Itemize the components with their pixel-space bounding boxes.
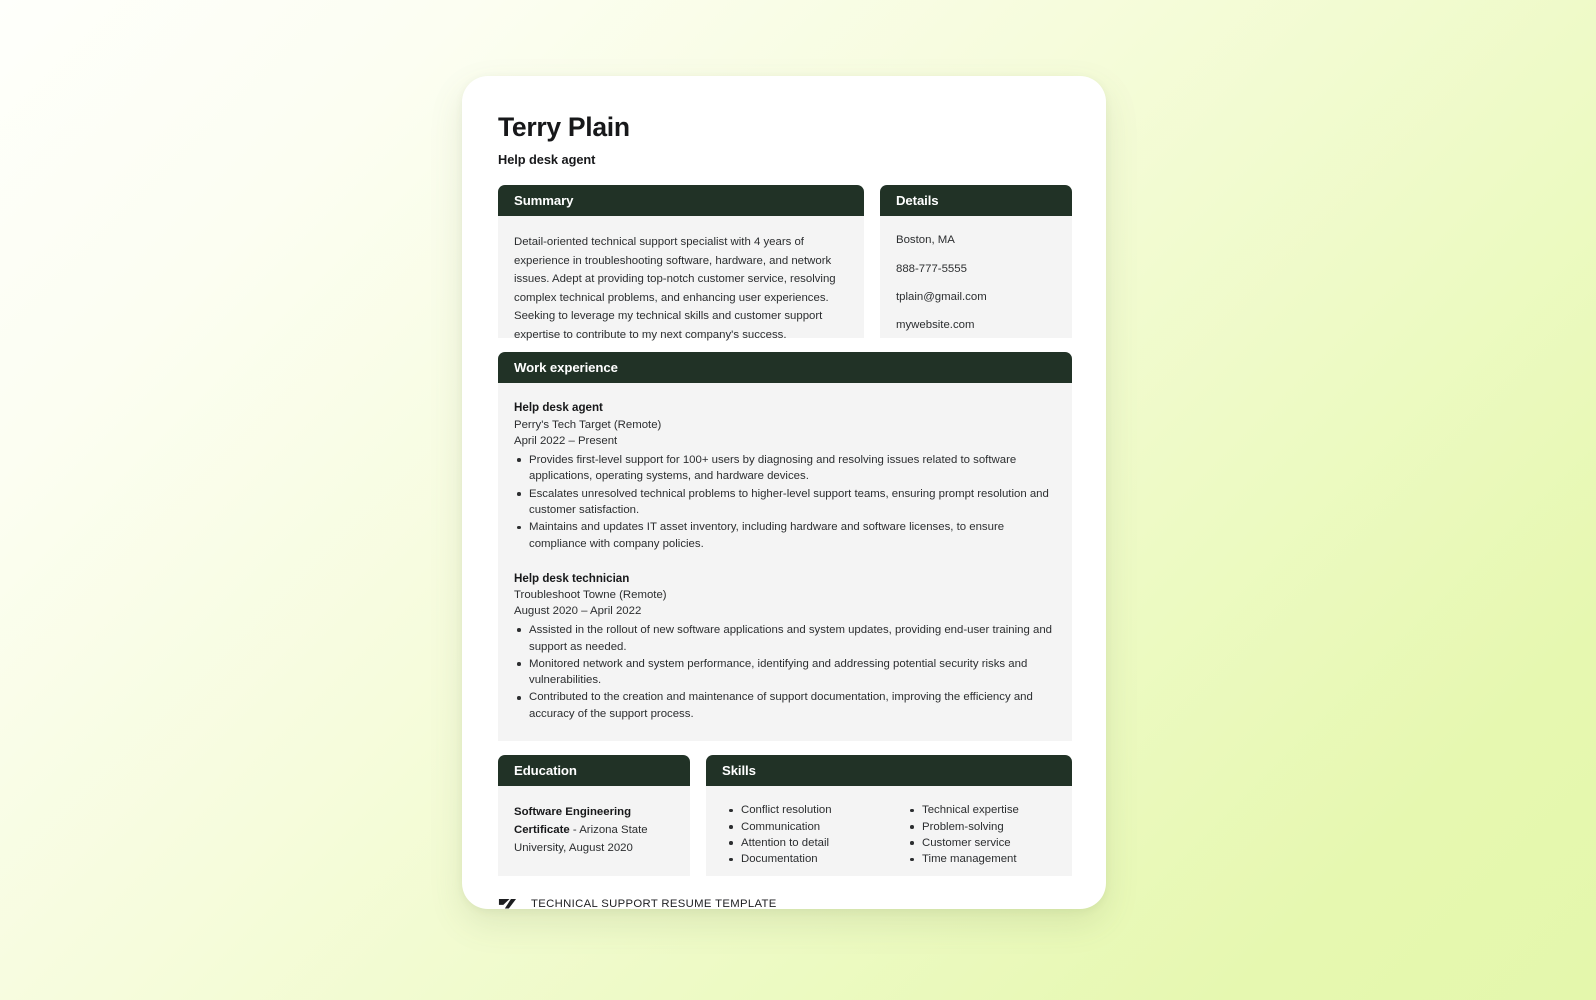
education-panel [498, 755, 690, 876]
work-experience-panel-title: Work experience [514, 360, 618, 376]
skills-panel [706, 755, 1072, 876]
job-bullet: Provides first-level support for 100+ users by diagnosing and resolving issues related to software applications, operating systems, and hardware devices. [514, 452, 1056, 485]
details-location: Boston, MA [896, 234, 955, 247]
job-bullet-list [514, 622, 1056, 723]
skills-panel-title: Skills [722, 763, 756, 779]
job-bullet-list [514, 452, 1056, 553]
details-panel-title: Details [896, 193, 939, 209]
skill-item: Documentation [728, 852, 875, 867]
job-bullet: Assisted in the rollout of new software applications and system updates, providing end-user training and support as needed. [514, 622, 1056, 655]
education-panel-header [498, 755, 690, 786]
skill-item: Attention to detail [728, 836, 875, 851]
education-panel-title: Education [514, 763, 577, 779]
details-panel [880, 185, 1072, 338]
details-email: tplain@gmail.com [896, 291, 987, 304]
education-panel-body [498, 786, 690, 876]
education-institution: - Arizona State University, August 2020 [514, 824, 648, 855]
skills-panel-body [706, 786, 1072, 876]
details-phone: 888-777-5555 [896, 262, 967, 275]
work-experience-panel-body [498, 383, 1072, 741]
zety-logo-icon [498, 894, 517, 913]
summary-text: Detail-oriented technical support specialist with 4 years of experience in troubleshooting software, hardware, and network issues. Adept at providing top-notch customer service, resolving complex technical problems, and enhancing user experiences. Seeking to leverage my technical skills and customer support expertise to contribute to my next company's success. [514, 236, 836, 341]
job-title: Help desk agent [514, 401, 603, 415]
skill-item: Time management [909, 852, 1056, 867]
job-company: Perry's Tech Target (Remote) [514, 418, 662, 431]
details-panel-header [880, 185, 1072, 216]
work-experience-panel-header [498, 352, 1072, 383]
job-title: Help desk technician [514, 571, 630, 585]
resume-footer [498, 894, 1072, 913]
work-experience-panel [498, 352, 1072, 741]
job-bullet: Monitored network and system performance, identifying and addressing potential security risks and vulnerabilities. [514, 656, 1056, 689]
details-panel-body [880, 216, 1072, 338]
job-bullet: Maintains and updates IT asset inventory, including hardware and software licenses, to ensure compliance with company policies. [514, 519, 1056, 552]
skills-column-left [728, 803, 875, 866]
summary-details-row [498, 185, 1072, 341]
skills-panel-header [706, 755, 1072, 786]
summary-panel-body [498, 216, 864, 341]
job-dates: April 2022 – Present [514, 435, 618, 448]
resume-card [462, 76, 1106, 909]
job-bullet: Contributed to the creation and maintenance of support documentation, improving the efficiency and accuracy of the support process. [514, 689, 1056, 722]
education-entry [514, 803, 674, 857]
education-degree: Software Engineering Certificate [514, 806, 632, 837]
summary-panel-header [498, 185, 864, 216]
person-name: Terry Plain [498, 112, 630, 142]
job-company: Troubleshoot Towne (Remote) [514, 589, 667, 602]
job-entry [514, 571, 1056, 723]
summary-panel-title: Summary [514, 193, 574, 209]
details-website: mywebsite.com [896, 319, 975, 332]
education-skills-row [498, 755, 1072, 876]
skill-item: Technical expertise [909, 803, 1056, 818]
job-entry [514, 400, 1056, 552]
job-bullet: Escalates unresolved technical problems to higher-level support teams, ensuring prompt resolution and customer satisfaction. [514, 486, 1056, 519]
skills-column-right [909, 803, 1056, 866]
skill-item: Customer service [909, 836, 1056, 851]
skill-item: Communication [728, 820, 875, 835]
skill-item: Problem-solving [909, 820, 1056, 835]
job-dates: August 2020 – April 2022 [514, 605, 642, 618]
person-role: Help desk agent [498, 152, 596, 168]
summary-panel [498, 185, 864, 341]
footer-template-label: TECHNICAL SUPPORT RESUME TEMPLATE [531, 897, 777, 910]
skill-item: Conflict resolution [728, 803, 875, 818]
